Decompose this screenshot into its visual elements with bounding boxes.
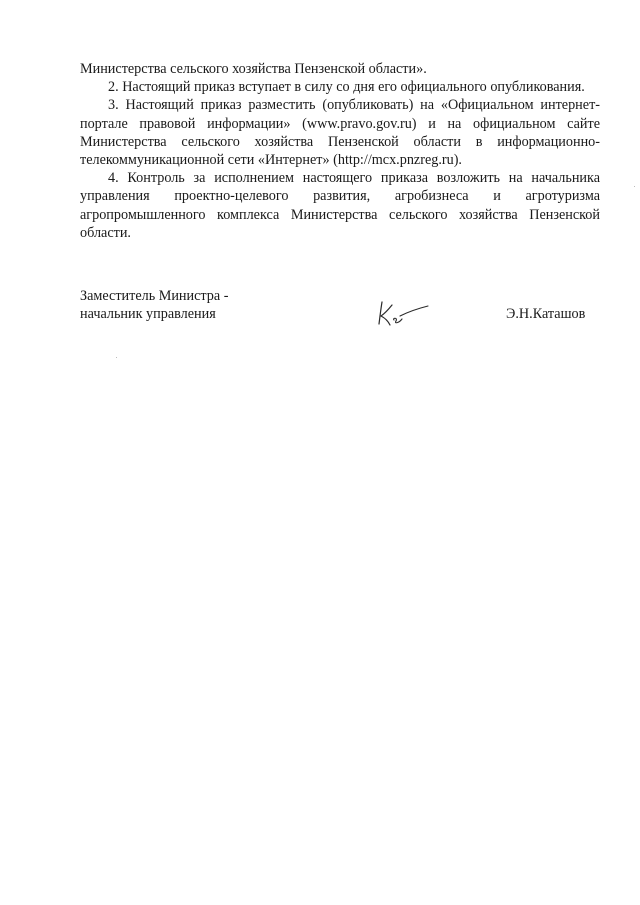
- paragraph-1-continuation: Министерства сельского хозяйства Пензенской области».: [80, 61, 427, 77]
- signatory-position-line-1: Заместитель Министра -: [80, 288, 229, 304]
- document-body: [80, 60, 600, 242]
- signatory-position: [80, 287, 228, 323]
- paragraph-2: 2. Настоящий приказ вступает в силу со дня его официального опубликования.: [108, 79, 585, 96]
- signatory-position-line-2: начальник управления: [80, 306, 216, 323]
- handwritten-signature: [376, 298, 430, 328]
- paragraph-4: 4. Контроль за исполнением настоящего приказа возложить на начальника управления проектно-целевого развития, агробизнеса и агротуризма агропромышленного комплекса Министерства сельского хозяйства Пензенской области.: [80, 170, 600, 241]
- scan-speck: [116, 357, 117, 358]
- scan-speck: [634, 186, 635, 187]
- paragraph-3: 3. Настоящий приказ разместить (опубликовать) на «Официальном интернет-портале правовой информации» (www.pravo.gov.ru) и на официальном сайте Министерства сельского хозяйства Пензенской области в информационно-телекоммуникационной сети «Интернет» (http://mcx.pnzreg.ru).: [80, 97, 600, 169]
- signatory-name: Э.Н.Каташов: [506, 306, 586, 322]
